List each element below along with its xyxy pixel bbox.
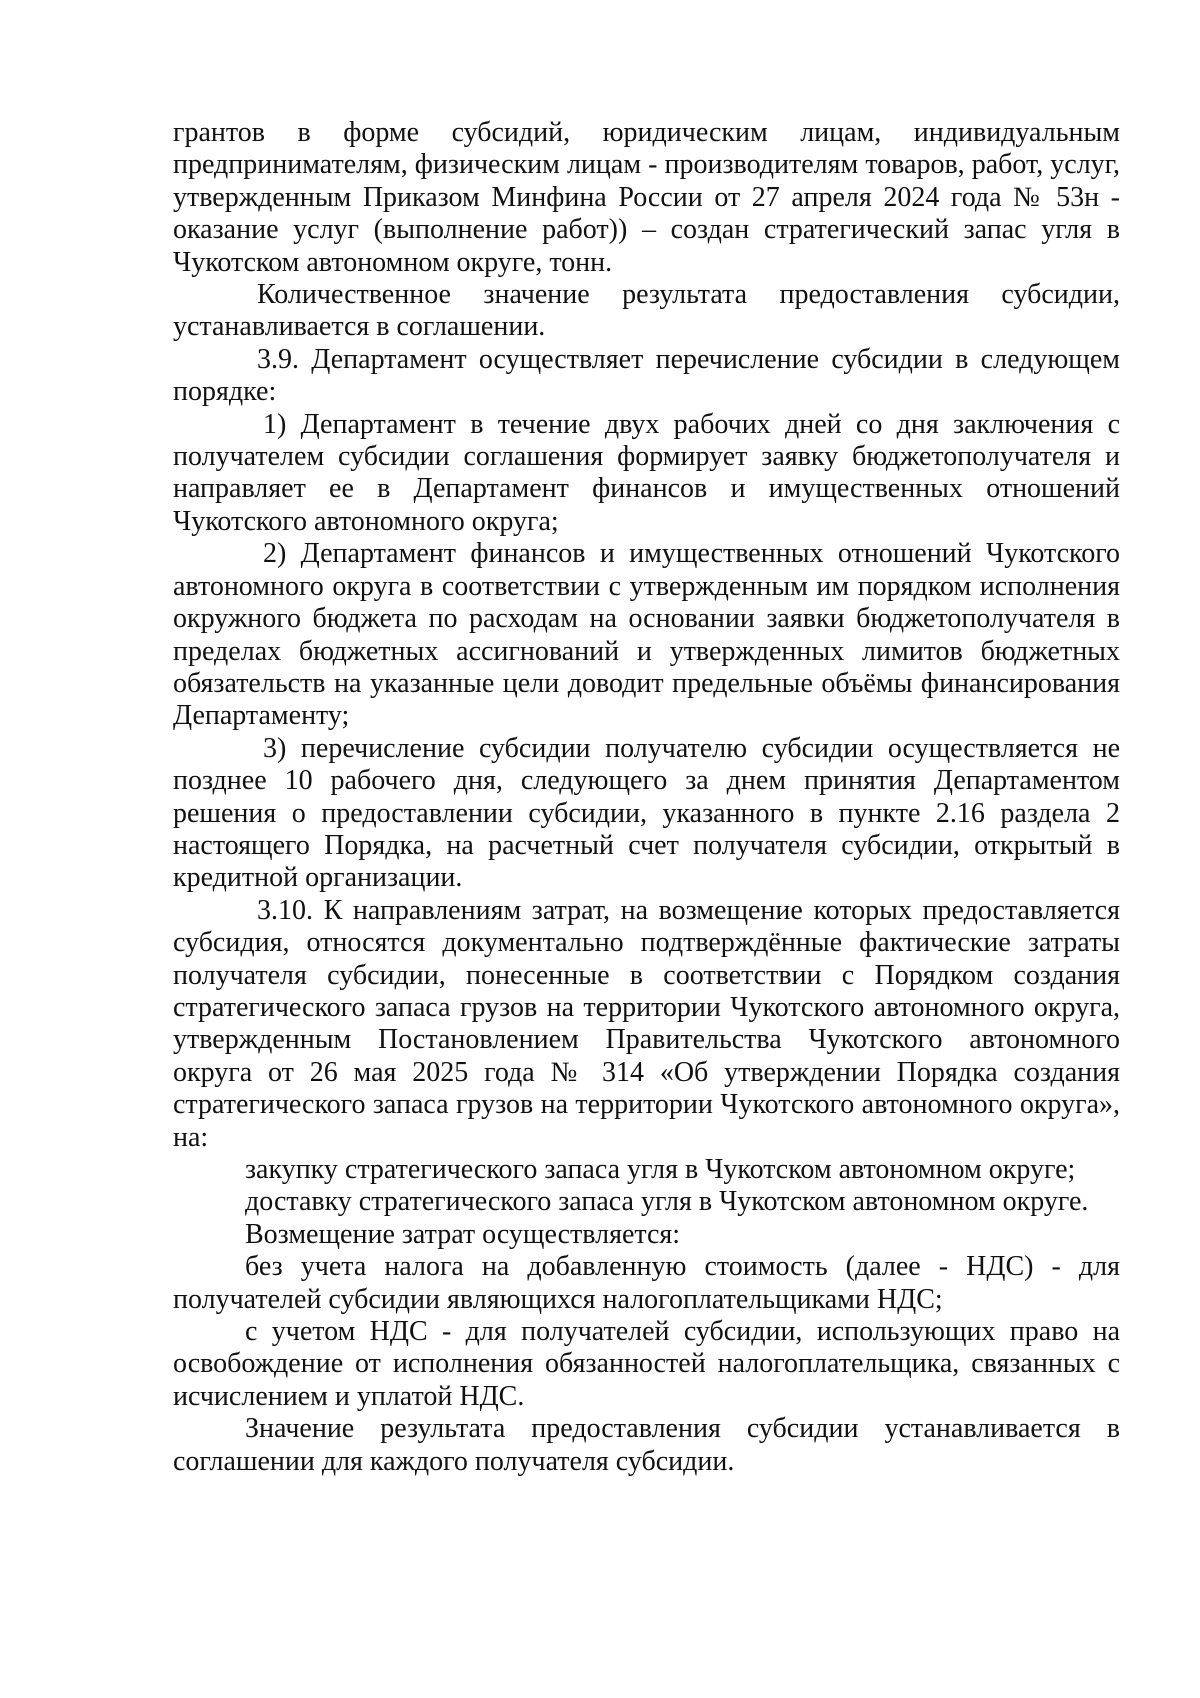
paragraph-3-9-item-1: 1) Департамент в течение двух рабочих дней со дня заключения с получателем субсидии соглашения формирует заявку бюджетополучателя и направляет ее в Департамент финансов и имущественных отношений Чукотского автономного округа; (173, 408, 1120, 537)
paragraph-3-10: 3.10. К направлениям затрат, на возмещение которых предоставляется субсидия, относятся документально подтверждённые фактические затраты получателя субсидии, понесенные в соответствии с Порядком создания стратегического запаса грузов на территории Чукотского автономного округа, утвержденным Постановлением Правительства Чукотского автономного округа от 26 мая 2025 года № 314 «Об утверждении Порядка создания стратегического запаса грузов на территории Чукотского автономного округа», на: (173, 894, 1120, 1153)
document-body (173, 117, 1120, 1478)
paragraph-3-9-item-2: 2) Департамент финансов и имущественных отношений Чукотского автономного округа в соответствии с утвержденным им порядком исполнения окружного бюджета по расходам на основании заявки бюджетополучателя в пределах бюджетных ассигнований и утвержденных лимитов бюджетных обязательств на указанные цели доводит предельные объёмы финансирования Департаменту; (173, 538, 1120, 732)
paragraph-with-vat: с учетом НДС - для получателей субсидии, использующих право на освобождение от исполнения обязанностей налогоплательщика, связанных с исчислением и уплатой НДС. (173, 1316, 1120, 1412)
paragraph-cost-delivery: доставку стратегического запаса угля в Чукотском автономном округе. (245, 1186, 1089, 1218)
paragraph-reimbursement-intro: Возмещение затрат осуществляется: (245, 1218, 681, 1250)
paragraph-quantitative-value: Количественное значение результата предоставления субсидии, устанавливается в соглашении. (173, 279, 1120, 343)
paragraph-3-9: 3.9. Департамент осуществляет перечисление субсидии в следующем порядке: (173, 343, 1120, 408)
paragraph-result-value: Значение результата предоставления субсидии устанавливается в соглашении для каждого получателя субсидии. (173, 1413, 1120, 1477)
paragraph-without-vat: без учета налога на добавленную стоимость (далее - НДС) - для получателей субсидии являющихся налогоплательщиками НДС; (173, 1251, 1120, 1315)
paragraph-3-9-item-3: 3) перечисление субсидии получателю субсидии осуществляется не позднее 10 рабочего дня, следующего за днем принятия Департаментом решения о предоставлении субсидии, указанного в пункте 2.16 раздела 2 настоящего Порядка, на расчетный счет получателя субсидии, открытый в кредитной организации. (173, 732, 1120, 894)
paragraph-grants-continuation: грантов в форме субсидий, юридическим лицам, индивидуальным предпринимателям, физическим лицам - производителям товаров, работ, услуг, утвержденным Приказом Минфина России от 27 апреля 2024 года № 53н - оказание услуг (выполнение работ)) – создан стратегический запас угля в Чукотском автономном округе, тонн. (173, 117, 1120, 278)
paragraph-cost-purchase: закупку стратегического запаса угля в Чукотском автономном округе; (245, 1154, 1076, 1185)
